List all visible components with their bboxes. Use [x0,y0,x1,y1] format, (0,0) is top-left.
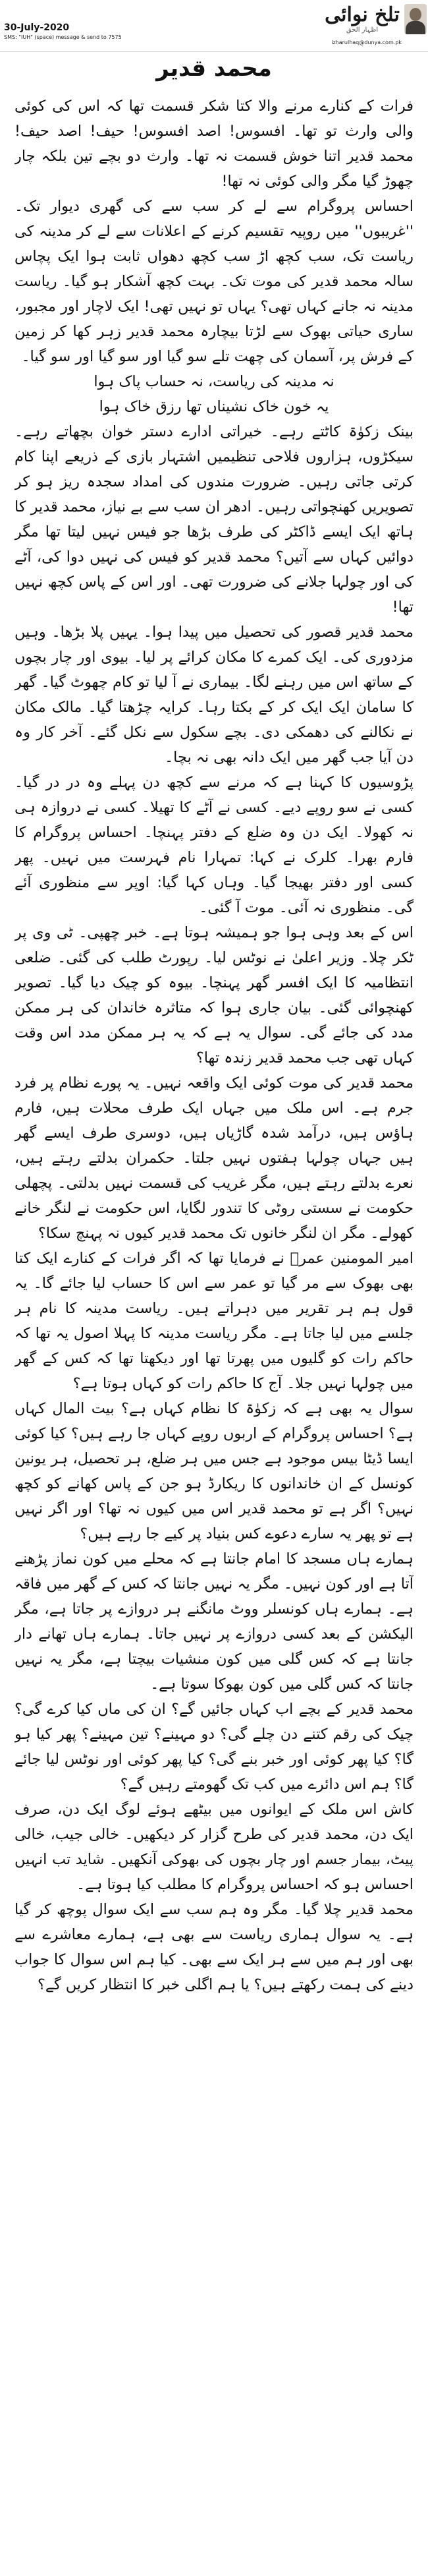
column-logo [323,4,402,36]
article-paragraph: کاش اس ملک کے ایوانوں میں بیٹھے ہوئے لوگ ایک دن، صرف ایک دن، محمد قدیر کی طرح گزار کر دیکھیں۔ خالی جیب، خالی پیٹ، بیمار جسم اور چار بچوں کی بھوکی آنکھیں۔ شاید تب انہیں احساس ہو کہ احساس پروگرام کا مطلب کیا ہوتا ہے۔ [14,1801,414,1893]
article-paragraph: سوال یہ بھی ہے کہ زکوٰۃ کا نظام کہاں ہے؟ بیت المال کہاں ہے؟ احساس پروگرام کے اربوں روپے کہاں جا رہے ہیں؟ کیا کوئی ایسا ڈیٹا بیس موجود ہے جس میں ہر ضلع، ہر تحصیل، ہر یونین کونسل کے ان خاندانوں کا ریکارڈ ہو جن کے پاس کھانے کو کچھ نہیں؟ اگر ہے تو محمد قدیر اس میں کیوں نہ تھا؟ اور اگر نہیں ہے تو پھر یہ سارے دعوے کس بنیاد پر کیے جا رہے ہیں؟ [14,1400,414,1542]
article-paragraph: محمد قدیر کے بچے اب کہاں جائیں گے؟ ان کی ماں کیا کرے گی؟ چیک کی رقم کتنے دن چلے گی؟ دو مہینے؟ تین مہینے؟ پھر کیا ہو گا؟ کیا پھر کوئی اور خبر بنے گی؟ کیا پھر کوئی اور نوٹس لیا جائے گا؟ ہم اس دائرے میں کب تک گھومتے رہیں گے؟ [14,1701,414,1793]
article-paragraph: احساس پروگرام سے لے کر سب سے کی گھری دیوار تک۔ ''غریبوں'' میں روپیہ تقسیم کرنے کے اعلانات سے لے کر مدینہ کی ریاست تک، سب کچھ اڑ سب کچھ دھواں ثابت ہوا ایک پچاس سالہ محمد قدیر کی موت تک۔ بہت کچھ آشکار ہو گیا۔ ریاست مدینہ نہ جانے کہاں تھی؟ یہاں تو نہیں تھی! ایک لاچار اور مجبور، ساری حیاتی بھوک سے لڑتا بیچارہ محمد قدیر زہر کھا کر زمین کے فرش پر، آسمان کی چھت تلے سو گیا اور سو گیا اور سو گیا۔ [14,198,414,365]
columnist-photo [404,4,427,34]
article-paragraph: اس کے بعد وہی ہوا جو ہمیشہ ہوتا ہے۔ خبر چھپی۔ ٹی وی پر ٹکر چلا۔ وزیر اعلیٰ نے نوٹس لیا۔ رپورٹ طلب کی گئی۔ ضلعی انتظامیہ کا ایک افسر گھر پہنچا۔ بیوہ کو چیک دیا گیا۔ تصویر کھنچوائی گئی۔ بیان جاری ہوا کہ متاثرہ خاندان کی ہر ممکن مدد کی جائے گی۔ سوال یہ ہے کہ یہ ہر ممکن مدد اس وقت کہاں تھی جب محمد قدیر زندہ تھا؟ [14,924,414,1067]
article-paragraph: نہ مدینہ کی ریاست، نہ حساب پاک ہوا [94,373,334,390]
article-paragraph: محمد قدیر قصور کی تحصیل میں پیدا ہوا۔ یہیں پلا بڑھا۔ وہیں مزدوری کی۔ ایک کمرے کا مکان کرائے پر لیا۔ بیوی اور چار بچوں کے ساتھ اس میں رہنے لگا۔ بیماری نے آ لیا تو کام چھوٹ گیا۔ گھر کا سامان ایک ایک کر کے بکتا رہا۔ کرایہ چڑھتا گیا۔ مالک مکان نے نکالنے کی دھمکی دی۔ بچے سکول سے نکل گئے۔ آخر کار وہ دن آیا جب گھر میں ایک دانہ بھی نہ بچا۔ [14,624,414,766]
column-logo-title: تلخ نوائی [325,3,400,26]
article-paragraph: محمد قدیر چلا گیا۔ مگر وہ ہم سب سے ایک سوال پوچھ کر گیا ہے۔ یہ سوال ہماری ریاست سے بھی ہے، ہمارے معاشرے سے بھی اور ہم میں سے ہر ایک سے بھی۔ کیا ہم اس سوال کا جواب دینے کی ہمت رکھتے ہیں؟ یا ہم اگلی خبر کا انتظار کریں گے؟ [14,1901,414,1993]
article-paragraph: محمد قدیر کی موت کوئی ایک واقعہ نہیں۔ یہ پورے نظام پر فرد جرم ہے۔ اس ملک میں جہاں ایک طرف محلات ہیں، فارم ہاؤس ہیں، درآمد شدہ گاڑیاں ہیں، دوسری طرف ایسے گھر ہیں جہاں چولہا ہفتوں نہیں جلتا۔ حکمران بدلتے رہتے ہیں، نعرے بدلتے رہتے ہیں، مگر غریب کی قسمت نہیں بدلتی۔ پچھلی حکومت نے سستی روٹی کا تندور لگایا، اس حکومت نے لنگر خانے کھولے۔ مگر ان لنگر خانوں تک محمد قدیر کیوں نہ پہنچ سکا؟ [14,1074,414,1242]
article-title: محمد قدیر [156,55,272,82]
article-paragraph: ہمارے ہاں مسجد کا امام جانتا ہے کہ محلے میں کون نماز پڑھنے آتا ہے اور کون نہیں۔ مگر یہ نہیں جانتا کہ کس کے گھر میں فاقہ ہے۔ ہمارے ہاں کونسلر ووٹ مانگنے ہر دروازے پر جاتا ہے، مگر الیکشن کے بعد کسی دروازے پر نہیں جاتا۔ ہمارے ہاں تھانے دار جانتا ہے کہ کس گلی میں کون منشیات بیچتا ہے، مگر یہ نہیں جانتا کہ کس گلی میں کون بھوکا سوتا ہے۔ [14,1550,414,1693]
article-paragraph: پڑوسیوں کا کہنا ہے کہ مرنے سے کچھ دن پہلے وہ در در گیا۔ کسی نے سو روپے دیے۔ کسی نے آٹے کا تھیلا۔ کسی نے دروازہ ہی نہ کھولا۔ ایک دن وہ ضلع کے دفتر پہنچا۔ احساس پروگرام کا فارم بھرا۔ کلرک نے کہا: تمہارا نام فہرست میں نہیں۔ پھر کسی اور دفتر بھیجا گیا۔ وہاں کہا گیا: اوپر سے منظوری آئے گی۔ منظوری نہ آئی۔ موت آ گئی۔ [14,774,414,916]
sms-instructions: SMS: "IUH" (space) message & send to 7575 [4,34,122,40]
column-header [0,0,428,52]
columnist-name: اظہار الحق [346,26,379,34]
article-paragraph: یہ خون خاک نشیناں تھا رزق خاک ہوا [99,398,329,415]
article-paragraph: بینک زکوٰۃ کاٹتے رہے۔ خیراتی ادارے دستر خوان بچھاتے رہے۔ سیکڑوں، ہزاروں فلاحی تنظیمیں اشتہار بازی کے ذریعے اپنا کام کرتی جاتی رہیں۔ ضرورت مندوں کی امداد سجدہ ریز ہو کر تصویریں کھنچواتی رہیں۔ ادھر ان سب سے بے نیاز، محمد قدیر کا ہاتھ ایک ایسے ڈاکٹر کی طرف بڑھا جو فیس نہیں لیتا تھا مگر دوائیں کہاں سے آتیں؟ محمد قدیر کو فیس کی نہیں دوا کی، آٹے کی اور چولہا جلانے کی ضرورت تھی۔ اور اس کے پاس کچھ نہیں تھا! [14,423,414,616]
article-body [14,94,414,2565]
publish-date: 30-July-2020 [4,22,70,33]
columnist-email: izharulhaq@dunya.com.pk [331,40,402,45]
article-paragraph: فرات کے کنارے مرنے والا کتا شکر قسمت تھا کہ اس کی کوئی والی وارث تو تھا۔ افسوس! اصد افسوس! حیف! اصد حیف! محمد قدیر اتنا خوش قسمت نہ تھا۔ وارث دو بچے تین بلکہ چار چھوڑ گیا مگر والی کوئی نہ تھا! [14,98,414,190]
article-paragraph: امیر المومنین عمرؓ نے فرمایا تھا کہ اگر فرات کے کنارے ایک کتا بھی بھوک سے مر گیا تو عمر سے اس کا حساب لیا جائے گا۔ یہ قول ہم ہر تقریر میں دہراتے ہیں۔ ریاست مدینہ کا نام ہر جلسے میں لیا جاتا ہے۔ مگر ریاست مدینہ کا پہلا اصول یہ تھا کہ حاکم رات کو گلیوں میں پھرتا تھا اور دیکھتا تھا کہ کس کے گھر میں چولہا نہیں جلا۔ آج کا حاکم رات کو کہاں ہوتا ہے؟ [14,1250,414,1392]
